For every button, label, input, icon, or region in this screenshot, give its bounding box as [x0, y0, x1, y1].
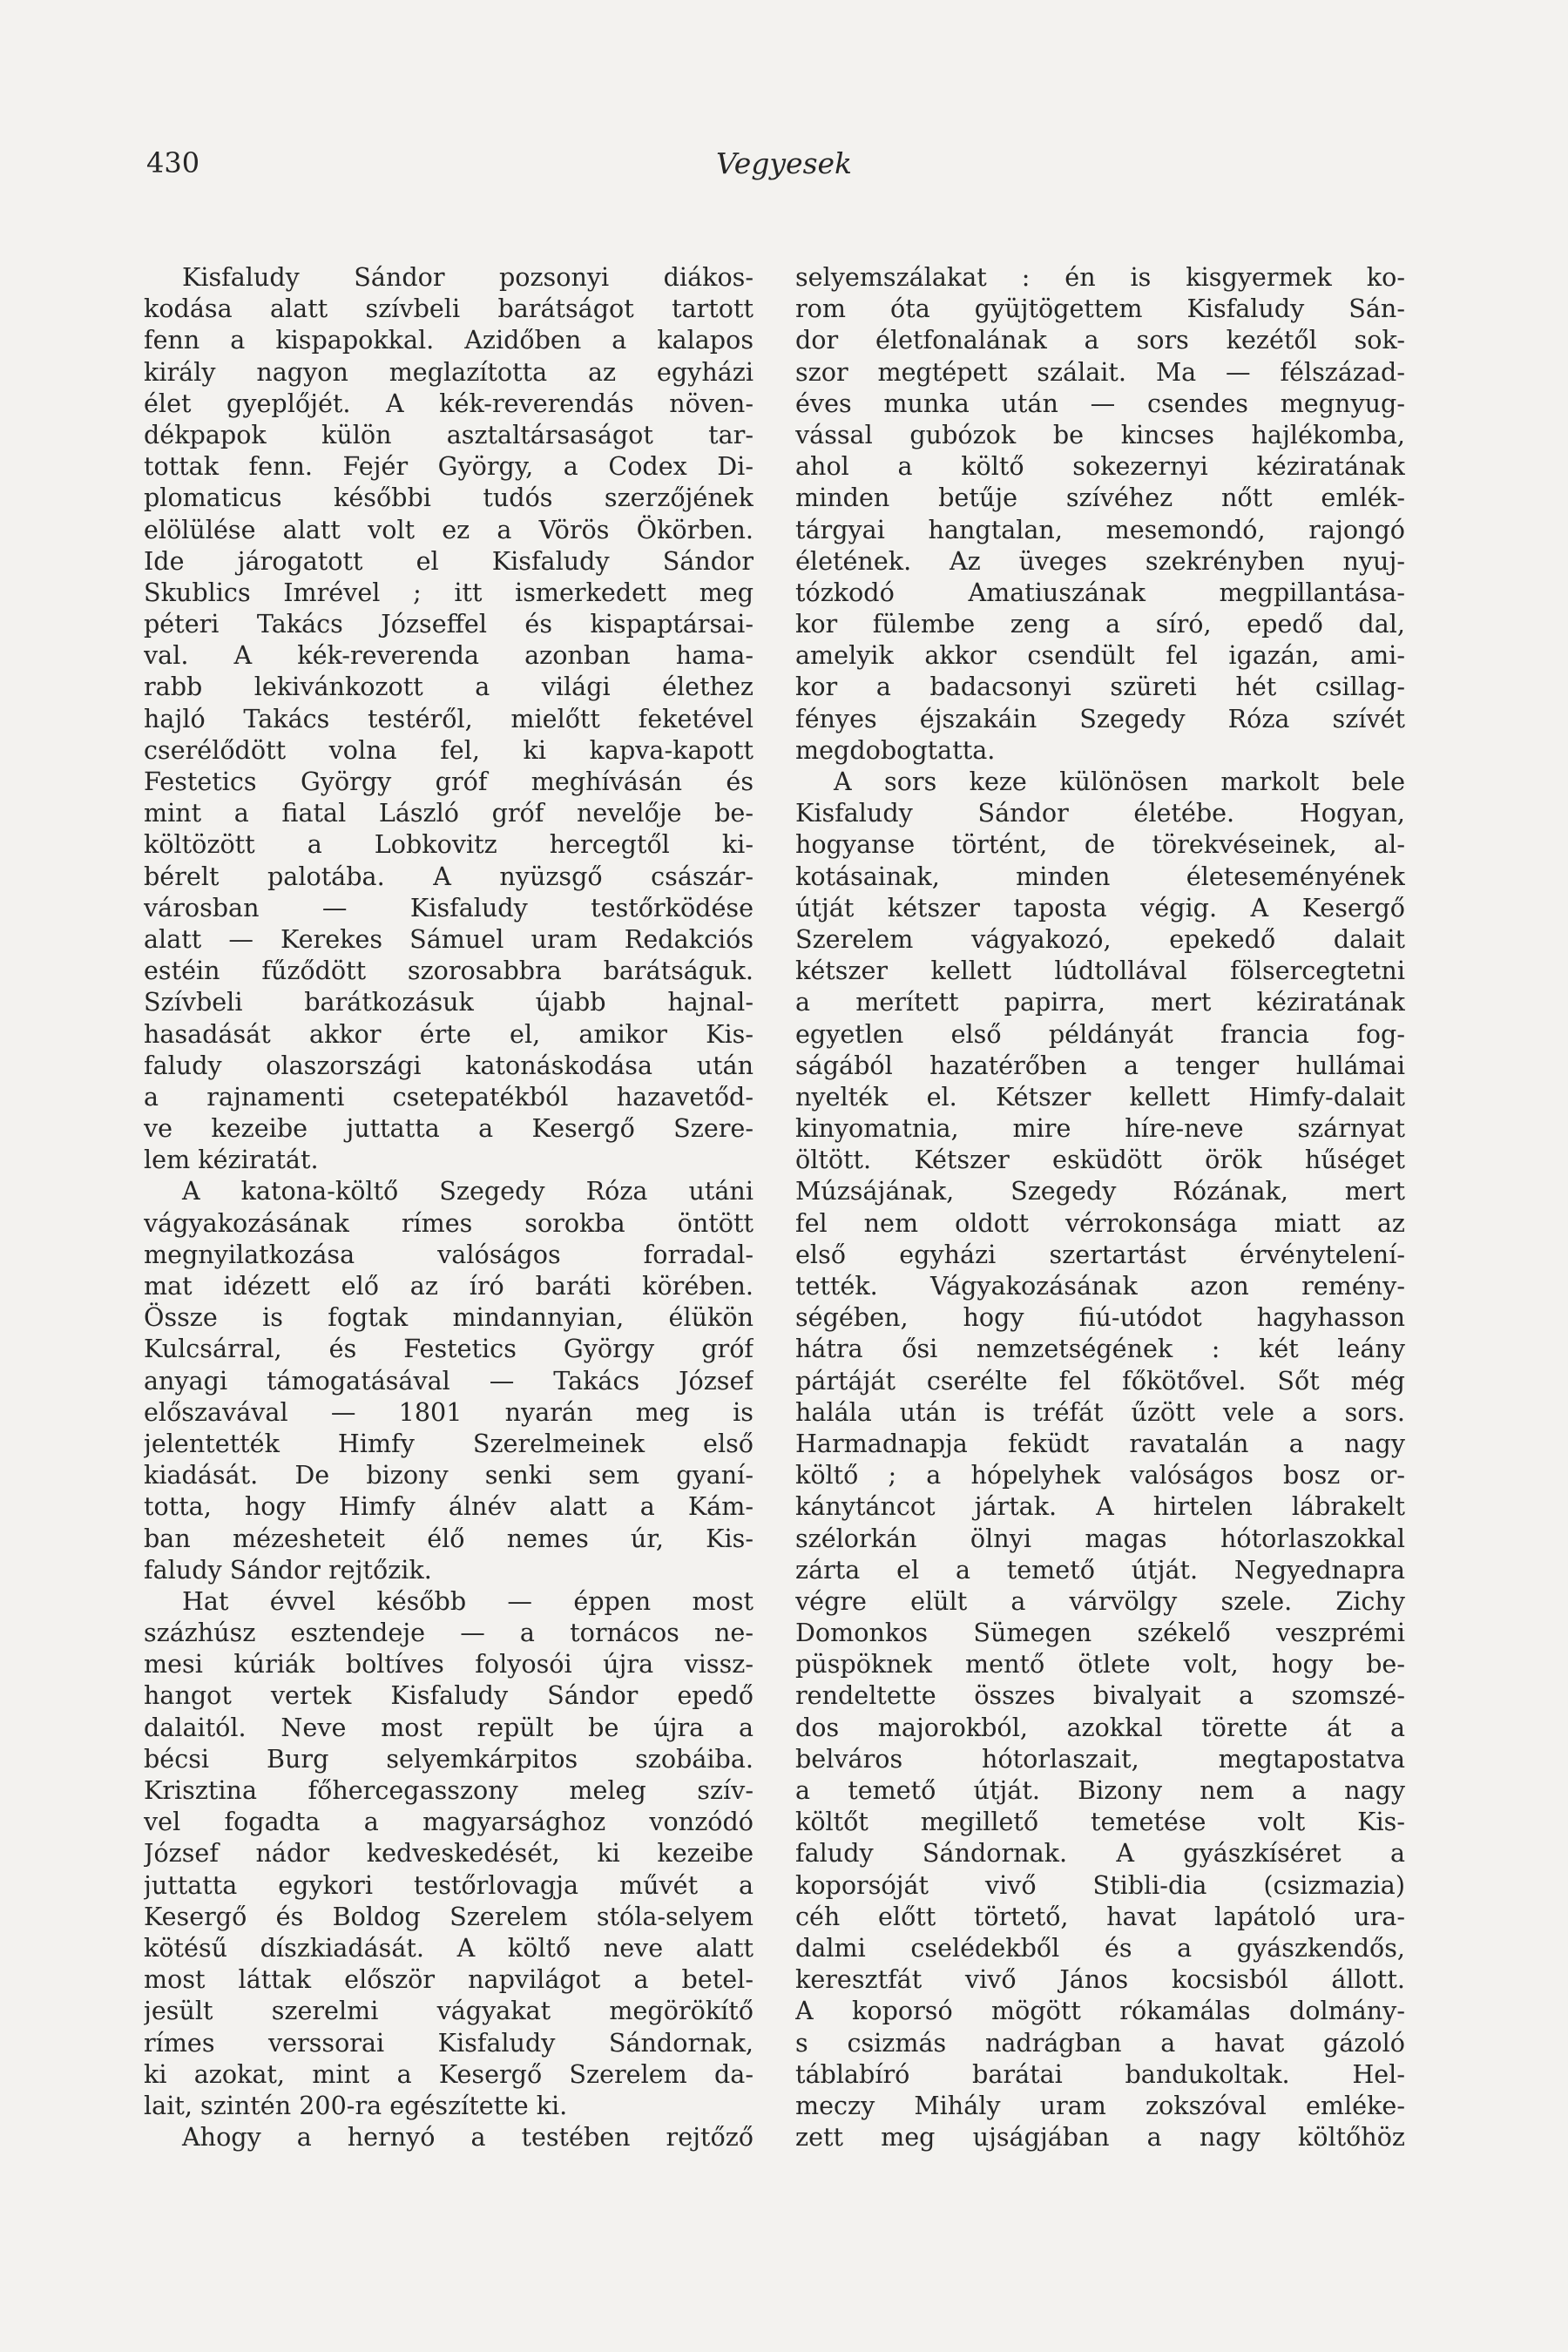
text-line: dalmi cselédekből és a gyászkendős, [795, 1932, 1405, 1963]
text-line: kinyomatnia, mire híre-neve szárnyat [795, 1113, 1405, 1144]
text-line: faludy Sándornak. A gyászkíséret a [795, 1838, 1405, 1869]
text-line: megdobogtatta. [795, 734, 996, 765]
text-line: vágyakozásának rímes sorokba öntött [144, 1207, 754, 1238]
text-line: dor életfonalának a sors kezétől sok- [795, 325, 1405, 355]
text-line: A katona-költő Szegedy Róza utáni [182, 1176, 754, 1206]
text-line: rendeltette összes bivalyait a szomszé- [795, 1680, 1405, 1711]
text-line: ségében, hogy fiú-utódot hagyhasson [795, 1302, 1405, 1333]
page-number: 430 [146, 146, 200, 179]
text-line: fel nem oldott vérrokonsága miatt az [795, 1207, 1405, 1238]
text-line: költözött a Lobkovitz hercegtől ki- [144, 829, 754, 860]
text-line: juttatta egykori testőrlovagja művét a [144, 1869, 754, 1900]
text-line: ahol a költő sokezernyi kéziratának [795, 451, 1405, 482]
text-line: Kisfaludy Sándor életébe. Hogyan, [795, 798, 1405, 828]
text-line: rom óta gyüjtögettem Kisfaludy Sán- [795, 294, 1405, 324]
text-line: hátra ősi nemzetségének : két leány [795, 1334, 1405, 1364]
text-line: Skublics Imrével ; itt ismerkedett meg [144, 577, 754, 607]
text-line: Festetics György gróf meghívásán és [144, 767, 754, 796]
text-line: életének. Az üveges szekrényben nyuj- [795, 545, 1405, 576]
text-line: jelentették Himfy Szerelmeinek első [144, 1428, 754, 1458]
text-line: céh előtt törtető, havat lapátoló ura- [795, 1901, 1405, 1931]
text-line: Domonkos Sümegen székelő veszprémi [795, 1618, 1405, 1648]
text-line: százhúsz esztendeje — a tornácos ne- [144, 1618, 754, 1648]
text-line: faludy olaszországi katonáskodása után [144, 1050, 754, 1080]
text-line: Hat évvel később — éppen most [182, 1585, 754, 1616]
text-line: zett meg ujságjában a nagy költőhöz [795, 2122, 1405, 2153]
text-line: dalaitól. Neve most repült be újra a [144, 1712, 754, 1742]
text-line: hogyanse történt, de törekvéseinek, al- [795, 829, 1405, 860]
text-line: vással gubózok be kincses hajlékomba, [795, 419, 1405, 449]
text-line: mesi kúriák boltíves folyosói újra vissz- [144, 1649, 754, 1680]
text-line: Szívbeli barátkozásuk újabb hajnal- [144, 987, 754, 1017]
text-line: elölülése alatt volt ez a Vörös Ökörben. [144, 514, 754, 544]
page-header [0, 146, 1568, 190]
text-line: bécsi Burg selyemkárpitos szobáiba. [144, 1743, 754, 1774]
text-line: péteri Takács Józseffel és kispaptársai- [144, 609, 754, 639]
text-line: halála után is tréfát űzött vele a sors. [795, 1396, 1405, 1427]
text-line: bérelt palotába. A nyüzsgő császár- [144, 861, 754, 891]
text-line: rabb lekivánkozott a világi élethez [144, 672, 754, 702]
text-line: első egyházi szertartást érvénytelení- [795, 1239, 1405, 1269]
text-line: anyagi támogatásával — Takács József [144, 1365, 754, 1396]
text-line: A koporsó mögött rókamálas dolmány- [795, 1996, 1405, 2026]
text-line: kotásainak, minden életeseményének [795, 861, 1405, 891]
text-line: szélorkán ölnyi magas hótorlaszokkal [795, 1523, 1405, 1553]
text-line: Ahogy a hernyó a testében rejtőző [182, 2122, 754, 2153]
text-line: minden betűje szívéhez nőtt emlék- [795, 483, 1405, 513]
text-line: éves munka után — csendes megnyug- [795, 388, 1405, 418]
text-line: király nagyon meglazította az egyházi [144, 356, 754, 387]
text-line: élet gyeplőjét. A kék-reverendás növen- [144, 388, 754, 418]
text-line: tették. Vágyakozásának azon remény- [795, 1271, 1405, 1301]
text-line: József nádor kedveskedését, ki kezeibe [144, 1838, 754, 1869]
text-line: selyemszálakat : én is kisgyermek ko- [795, 262, 1405, 292]
text-line: útját kétszer taposta végig. A Kesergő [795, 892, 1405, 923]
running-title: Vegyesek [715, 146, 853, 180]
text-line: tárgyai hangtalan, mesemondó, rajongó [795, 514, 1405, 544]
text-line: kötésű díszkiadását. A költő neve alatt [144, 1932, 754, 1963]
text-line: kor fülembe zeng a síró, epedő dal, [795, 609, 1405, 639]
text-line: mint a fiatal László gróf nevelője be- [144, 798, 754, 828]
text-line: ban mézesheteit élő nemes úr, Kis- [144, 1523, 754, 1553]
text-line: Szerelem vágyakozó, epekedő dalait [795, 923, 1405, 954]
text-line: végre elült a várvölgy szele. Zichy [795, 1585, 1405, 1616]
right-text-column [795, 261, 1405, 2153]
text-line: rímes verssorai Kisfaludy Sándornak, [144, 2027, 754, 2058]
text-line: ve kezeibe juttatta a Kesergő Szere- [144, 1113, 754, 1144]
text-line: mat idézett elő az író baráti körében. [144, 1271, 754, 1301]
text-line: a rajnamenti csetepatékból hazavetőd- [144, 1081, 754, 1112]
text-line: s csizmás nadrágban a havat gázoló [795, 2027, 1405, 2058]
text-line: hasadását akkor érte el, amikor Kis- [144, 1018, 754, 1049]
text-line: Össze is fogtak mindannyian, élükön [144, 1302, 754, 1333]
text-line: kánytáncot jártak. A hirtelen lábrakelt [795, 1491, 1405, 1522]
text-line: kodása alatt szívbeli barátságot tartott [144, 294, 754, 324]
text-line: Kisfaludy Sándor pozsonyi diákos- [182, 262, 754, 292]
text-line: nyelték el. Kétszer kellett Himfy-dalait [795, 1081, 1405, 1112]
text-line: kor a badacsonyi szüreti hét csillag- [795, 672, 1405, 702]
text-line: alatt — Kerekes Sámuel uram Redakciós [144, 923, 754, 954]
text-line: táblabíró barátai bandukoltak. Hel- [795, 2058, 1405, 2089]
text-line: A sors keze különösen markolt bele [834, 767, 1405, 796]
text-line: lait, szintén 200-ra egészítette ki. [144, 2090, 568, 2120]
text-line: dos majorokból, azokkal törette át a [795, 1712, 1405, 1742]
text-line: lem kéziratát. [144, 1145, 319, 1175]
text-line: faludy Sándor rejtőzik. [144, 1554, 432, 1585]
text-line: zárta el a temető útját. Negyednapra [795, 1554, 1405, 1585]
text-line: most láttak először napvilágot a betel- [144, 1964, 754, 1995]
text-line: városban — Kisfaludy testőrködése [144, 892, 754, 923]
text-line: pártáját cserélte fel főkötővel. Sőt még [795, 1365, 1405, 1396]
text-line: koporsóját vivő Stibli-dia (csizmazia) [795, 1869, 1405, 1900]
text-line: tózkodó Amatiuszának megpillantása- [795, 577, 1405, 607]
text-line: költő ; a hópelyhek valóságos bosz or- [795, 1460, 1405, 1490]
text-line: megnyilatkozása valóságos forradal- [144, 1239, 754, 1269]
text-line: val. A kék-reverenda azonban hama- [144, 640, 754, 671]
text-line: cserélődött volna fel, ki kapva-kapott [144, 734, 754, 765]
text-line: hajló Takács testéről, mielőtt feketével [144, 703, 754, 733]
text-line: Kulcsárral, és Festetics György gróf [144, 1334, 754, 1364]
text-line: a merített papirra, mert kéziratának [795, 987, 1405, 1017]
text-line: estéin fűződött szorosabbra barátságuk. [144, 956, 754, 986]
text-line: ságából hazatérőben a tenger hullámai [795, 1050, 1405, 1080]
text-line: dékpapok külön asztaltársaságot tar- [144, 419, 754, 449]
text-line: szor megtépett szálait. Ma — félszázad- [795, 356, 1405, 387]
text-line: öltött. Kétszer esküdött örök hűséget [795, 1145, 1405, 1175]
text-line: amelyik akkor csendült fel igazán, ami- [795, 640, 1405, 671]
text-line: egyetlen első példányát francia fog- [795, 1018, 1405, 1049]
text-line: jesült szerelmi vágyakat megörökítő [144, 1996, 754, 2026]
text-line: vel fogadta a magyarsághoz vonzódó [144, 1807, 754, 1837]
text-line: tottak fenn. Fejér György, a Codex Di- [144, 451, 754, 482]
text-line: belváros hótorlaszait, megtapostatva [795, 1743, 1405, 1774]
text-line: fenn a kispapokkal. Azidőben a kalapos [144, 325, 754, 355]
text-line: keresztfát vivő János kocsisból állott. [795, 1964, 1405, 1995]
text-line: plomaticus későbbi tudós szerzőjének [144, 483, 754, 513]
text-line: a temető útját. Bizony nem a nagy [795, 1775, 1405, 1805]
text-line: költőt megillető temetése volt Kis- [795, 1807, 1405, 1837]
text-line: Múzsájának, Szegedy Rózának, mert [795, 1176, 1405, 1206]
text-line: totta, hogy Himfy álnév alatt a Kám- [144, 1491, 754, 1522]
text-line: ki azokat, mint a Kesergő Szerelem da- [144, 2058, 754, 2089]
text-line: püspöknek mentő ötlete volt, hogy be- [795, 1649, 1405, 1680]
text-line: hangot vertek Kisfaludy Sándor epedő [144, 1680, 754, 1711]
text-line: Kesergő és Boldog Szerelem stóla-selyem [144, 1901, 754, 1931]
text-line: Harmadnapja feküdt ravatalán a nagy [795, 1428, 1405, 1458]
text-line: Ide járogatott el Kisfaludy Sándor [144, 545, 754, 576]
text-line: Krisztina főhercegasszony meleg szív- [144, 1775, 754, 1805]
text-line: meczy Mihály uram zokszóval emléke- [795, 2090, 1405, 2120]
text-line: kiadását. De bizony senki sem gyaní- [144, 1460, 754, 1490]
text-line: kétszer kellett lúdtollával fölsercegtetni [795, 956, 1405, 986]
left-text-column [144, 261, 754, 2153]
text-line: előszavával — 1801 nyarán meg is [144, 1396, 754, 1427]
text-line: fényes éjszakáin Szegedy Róza szívét [795, 703, 1405, 733]
